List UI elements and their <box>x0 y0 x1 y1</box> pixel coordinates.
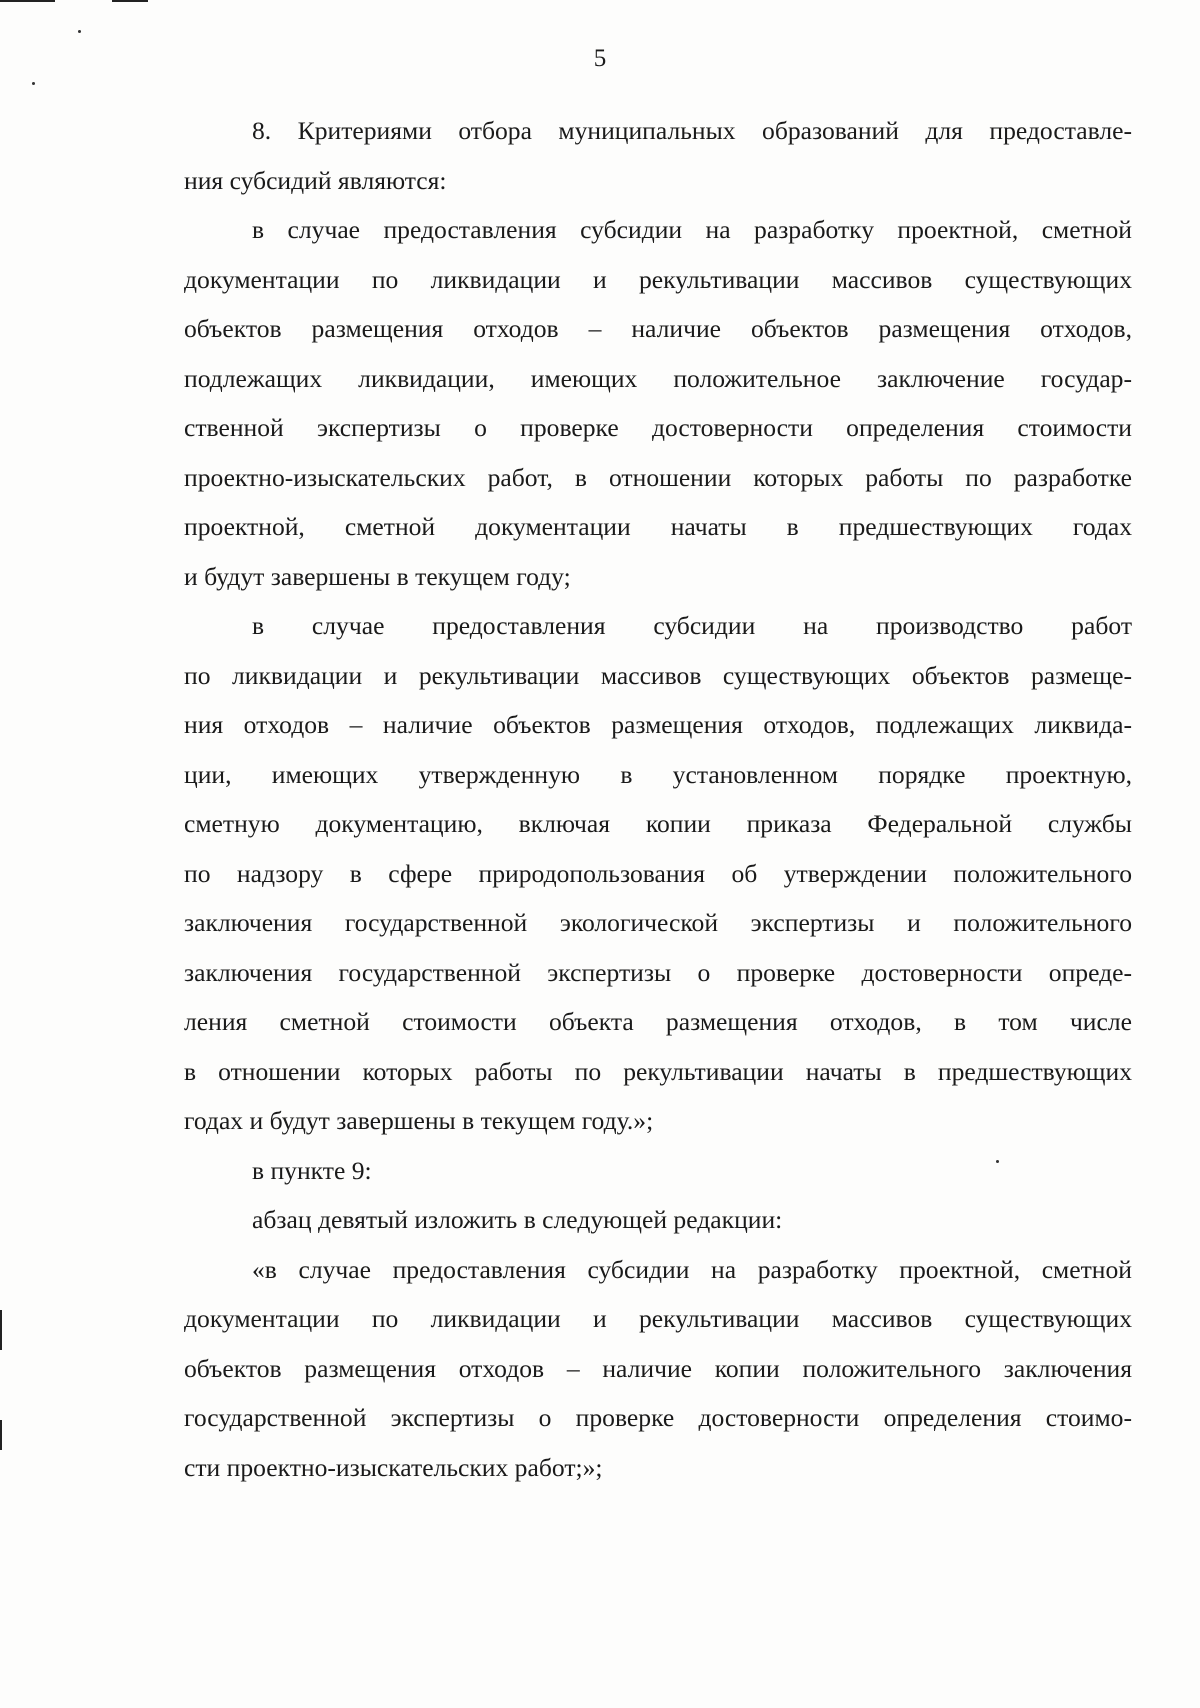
paragraph-production-works <box>184 601 1132 1146</box>
text-line: проектной, сметной документации начаты в предшествующих годах <box>184 512 1132 541</box>
document-body <box>184 106 1132 1492</box>
text-line: сти проектно-изыскательских работ;»; <box>184 1452 603 1482</box>
text-line: ления сметной стоимости объекта размещения отходов, в том числе <box>184 1007 1132 1036</box>
text-line: заключения государственной экспертизы о проверке достоверности опреде- <box>184 957 1132 987</box>
text-line: документации по ликвидации и рекультивации массивов существующих <box>184 1304 1132 1333</box>
scan-edge-mark <box>0 0 55 2</box>
page-number: 5 <box>593 45 607 72</box>
text-line: сметную документацию, включая копии приказа Федеральной службы <box>184 809 1132 838</box>
text-line: объектов размещения отходов – наличие копии положительного заключения <box>184 1353 1132 1383</box>
paragraph-amendment-intro <box>184 1195 1132 1245</box>
scan-edge-mark <box>0 1420 2 1450</box>
paragraph-amendment-text <box>184 1245 1132 1493</box>
text-line: государственной экспертизы о проверке достоверности определения стоимо- <box>184 1403 1132 1432</box>
text-line: ния субсидий являются: <box>184 165 447 195</box>
paragraph-design-docs <box>184 205 1132 601</box>
text-line: ния отходов – наличие объектов размещения отходов, подлежащих ликвида- <box>184 710 1132 739</box>
text-line: и будут завершены в текущем году; <box>184 561 571 591</box>
text-line: «в случае предоставления субсидии на разработку проектной, сметной <box>252 1254 1132 1284</box>
text-line: проектно-изыскательских работ, в отношении которых работы по разработке <box>184 462 1132 492</box>
text-line: годах и будут завершены в текущем году.»; <box>184 1106 654 1135</box>
text-line: в случае предоставления субсидии на разработку проектной, сметной <box>252 215 1132 244</box>
scan-speck <box>78 30 81 33</box>
text-line: документации по ликвидации и рекультивации массивов существующих <box>184 264 1132 294</box>
text-line: по надзору в сфере природопользования об утверждении положительного <box>184 858 1132 888</box>
text-line: по ликвидации и рекультивации массивов существующих объектов размеще- <box>184 660 1132 690</box>
text-line: ции, имеющих утвержденную в установленном порядке проектную, <box>184 759 1132 789</box>
paragraph-criteria-intro <box>184 106 1132 205</box>
text-line: в отношении которых работы по рекультивации начаты в предшествующих <box>184 1056 1132 1086</box>
text-line: подлежащих ликвидации, имеющих положительное заключение государ- <box>184 363 1132 393</box>
text-line: абзац девятый изложить в следующей редакции: <box>252 1205 783 1234</box>
text-line: ственной экспертизы о проверке достоверности определения стоимости <box>184 413 1132 442</box>
paragraph-clause-9 <box>184 1146 1132 1196</box>
scan-edge-mark <box>0 1310 2 1350</box>
text-line: в случае предоставления субсидии на производство работ <box>252 611 1132 640</box>
text-line: 8. Критериями отбора муниципальных образований для предоставле- <box>252 116 1132 145</box>
scan-speck <box>32 82 35 85</box>
text-line: объектов размещения отходов – наличие объектов размещения отходов, <box>184 314 1132 343</box>
text-line: в пункте 9: <box>252 1155 372 1185</box>
scan-edge-mark <box>112 0 148 2</box>
text-line: заключения государственной экологической экспертизы и положительного <box>184 908 1132 937</box>
